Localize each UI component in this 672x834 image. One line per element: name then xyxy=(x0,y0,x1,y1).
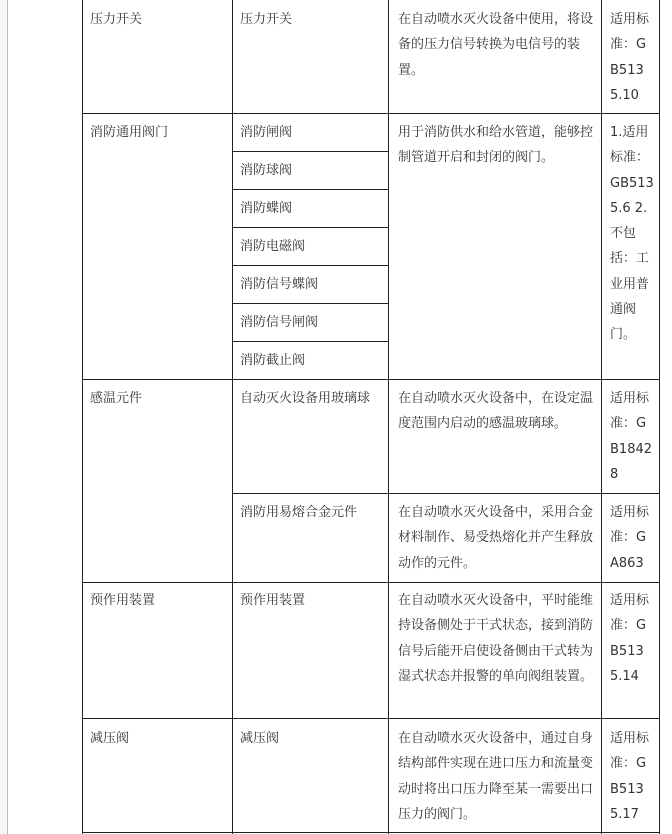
table-rule xyxy=(82,113,660,114)
item-cell: 预作用装置 xyxy=(240,593,306,608)
table-rule xyxy=(388,0,389,834)
description-cell: 用于消防供水和给水管道，能够控制管道开启和封闭的阀门。 xyxy=(398,125,594,166)
table-rule xyxy=(232,341,389,342)
description-cell: 在自动喷水灭火设备中，通过自身结构部件实现在进口压力和流量变动时将出口压力降至某一需要出口压力的阀门。 xyxy=(398,731,594,822)
note-cell: 适用标准：GB5135.14 xyxy=(610,593,650,684)
item-cell: 消防信号蝶阀 xyxy=(240,277,319,292)
table-rule xyxy=(232,151,389,152)
description-cell: 在自动喷水灭火设备中，在设定温度范围内启动的感温玻璃球。 xyxy=(398,391,594,432)
table-rule xyxy=(232,0,233,834)
note-cell: 适用标准：GB5135.10 xyxy=(610,12,650,103)
category-cell: 减压阀 xyxy=(90,731,130,746)
category-cell: 感温元件 xyxy=(90,391,143,406)
description-cell: 在自动喷水灭火设备中，平时能维持设备侧处于干式状态，接到消防信号后能开启使设备侧由干式转为湿式状态并报警的单向阀组装置。 xyxy=(398,593,594,684)
item-cell: 消防电磁阀 xyxy=(240,239,306,254)
description-cell: 在自动喷水灭火设备中，采用合金材料制作、易受热熔化并产生释放动作的元件。 xyxy=(398,505,594,571)
table-rule xyxy=(232,227,389,228)
table-rule xyxy=(659,0,660,834)
table-rule xyxy=(232,493,660,494)
item-cell: 压力开关 xyxy=(240,12,293,27)
table-rule xyxy=(232,303,389,304)
item-cell: 自动灭火设备用玻璃球 xyxy=(240,391,371,406)
category-cell: 压力开关 xyxy=(90,12,143,27)
table-rule xyxy=(82,0,83,834)
table-rule xyxy=(82,718,660,719)
item-cell: 消防蝶阀 xyxy=(240,201,293,216)
table-rule xyxy=(601,0,602,834)
category-cell: 预作用装置 xyxy=(90,593,156,608)
note-cell: 适用标准：GB18428 xyxy=(610,391,653,482)
item-cell: 消防球阀 xyxy=(240,163,293,178)
item-cell: 消防用易熔合金元件 xyxy=(240,505,358,520)
item-cell: 消防闸阀 xyxy=(240,125,293,140)
table-rule xyxy=(82,379,660,380)
item-cell: 消防信号闸阀 xyxy=(240,315,319,330)
item-cell: 减压阀 xyxy=(240,731,280,746)
item-cell: 消防截止阀 xyxy=(240,353,306,368)
category-cell: 消防通用阀门 xyxy=(90,125,169,140)
note-cell: 1.适用标准：GB5135.6 2.不包括：工业用普通阀门。 xyxy=(610,125,654,343)
note-cell: 适用标准：GB5135.17 xyxy=(610,731,650,822)
note-cell: 适用标准：GA863 xyxy=(610,505,650,571)
table-rule xyxy=(232,265,389,266)
table-rule xyxy=(82,832,660,833)
table-rule xyxy=(82,582,660,583)
description-cell: 在自动喷水灭火设备中使用，将设备的压力信号转换为电信号的装置。 xyxy=(398,12,594,78)
table-rule xyxy=(232,189,389,190)
